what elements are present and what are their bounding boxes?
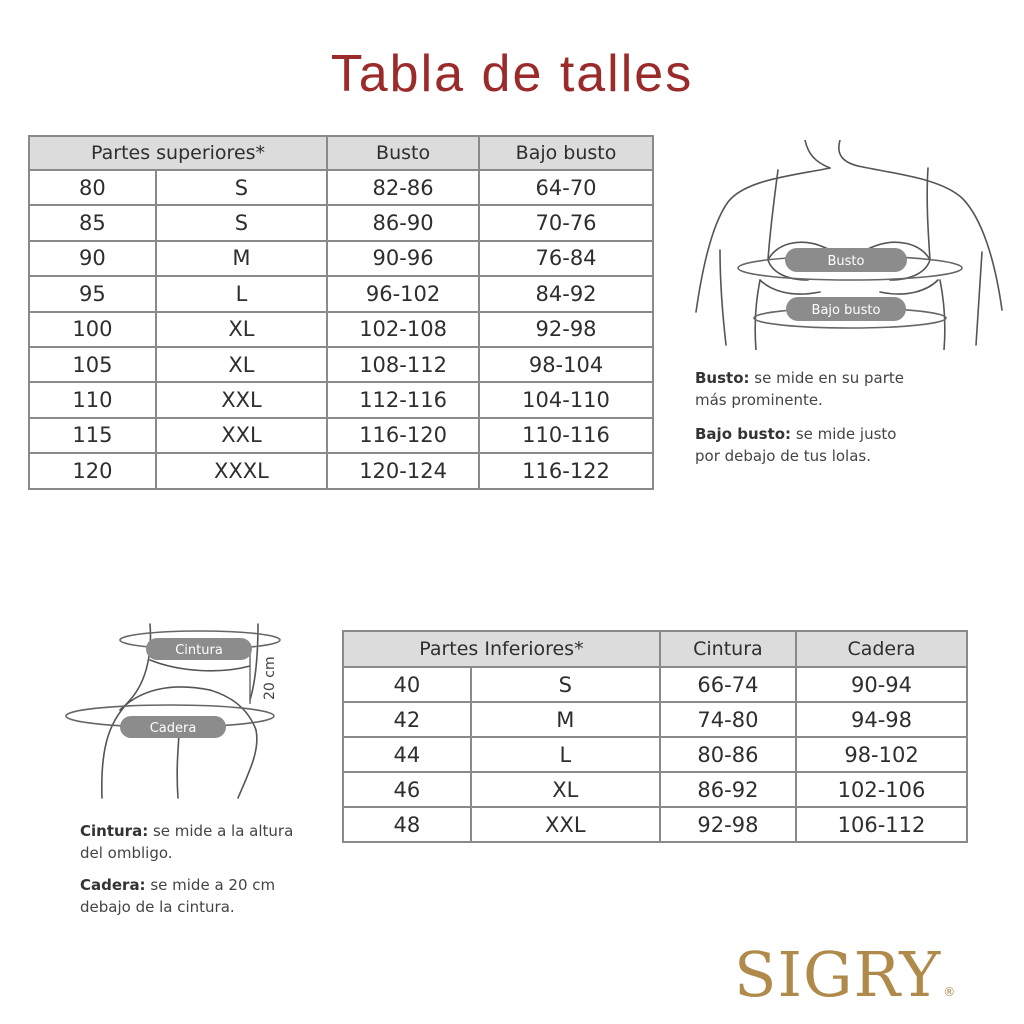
cintura-note-line1	[80, 820, 293, 842]
header-cadera: Cadera	[796, 631, 967, 667]
size-number-cell: 48	[343, 807, 471, 842]
size-number-cell: 115	[29, 418, 156, 453]
header-partes-superiores: Partes superiores*	[29, 136, 327, 170]
measure-a-cell: 96-102	[327, 276, 479, 311]
table-header-row	[29, 136, 653, 170]
bajo-busto-note-text: se mide justo	[791, 425, 897, 443]
measure-a-cell: 102-108	[327, 312, 479, 347]
table-row	[29, 241, 653, 276]
size-number-cell: 80	[29, 170, 156, 205]
upper-size-table	[28, 135, 654, 490]
size-number-cell: 40	[343, 667, 471, 702]
distance-label: 20 cm	[262, 656, 278, 700]
measure-b-cell: 110-116	[479, 418, 653, 453]
hip-measurement-illustration	[60, 620, 290, 800]
bajo-busto-note-line2: por debajo de tus lolas.	[695, 447, 871, 465]
measure-a-cell: 86-92	[660, 772, 796, 807]
table-row	[343, 772, 967, 807]
table-row	[29, 205, 653, 240]
bajo-busto-label: Bajo busto	[811, 303, 881, 318]
measure-b-cell: 76-84	[479, 241, 653, 276]
size-number-cell: 85	[29, 205, 156, 240]
measure-a-cell: 116-120	[327, 418, 479, 453]
measure-a-cell: 74-80	[660, 702, 796, 737]
size-letter-cell: S	[471, 667, 660, 702]
size-letter-cell: XL	[471, 772, 660, 807]
table-row	[29, 312, 653, 347]
table-row	[29, 382, 653, 417]
size-number-cell: 90	[29, 241, 156, 276]
bajo-busto-note-line1	[695, 423, 904, 445]
size-number-cell: 110	[29, 382, 156, 417]
measure-a-cell: 120-124	[327, 453, 479, 488]
measure-b-cell: 84-92	[479, 276, 653, 311]
bust-measurement-illustration	[690, 140, 1020, 350]
size-letter-cell: XL	[156, 347, 327, 382]
table-header-row	[343, 631, 967, 667]
size-letter-cell: XXL	[156, 382, 327, 417]
measure-b-cell: 94-98	[796, 702, 967, 737]
busto-note-line1	[695, 367, 904, 389]
measure-a-cell: 80-86	[660, 737, 796, 772]
measure-a-cell: 82-86	[327, 170, 479, 205]
page-title: Tabla de talles	[330, 45, 694, 103]
table-row	[29, 347, 653, 382]
cintura-note-term: Cintura:	[80, 822, 149, 840]
table-row	[343, 667, 967, 702]
registered-mark: ®	[943, 985, 957, 999]
bust-notes	[695, 367, 904, 467]
size-letter-cell: XXL	[471, 807, 660, 842]
measure-b-cell: 116-122	[479, 453, 653, 488]
busto-note-line2: más prominente.	[695, 391, 823, 409]
size-letter-cell: S	[156, 205, 327, 240]
cintura-note-line2: del ombligo.	[80, 844, 173, 862]
table-row	[343, 737, 967, 772]
cintura-note-text: se mide a la altura	[148, 822, 294, 840]
size-letter-cell: M	[156, 241, 327, 276]
cadera-note-term: Cadera:	[80, 876, 146, 894]
brand-logo	[734, 938, 956, 1011]
size-letter-cell: L	[156, 276, 327, 311]
table-row	[343, 807, 967, 842]
cadera-note-line1	[80, 874, 293, 896]
cintura-label: Cintura	[175, 643, 223, 658]
table-row	[343, 702, 967, 737]
busto-label: Busto	[827, 254, 865, 269]
header-bajo-busto: Bajo busto	[479, 136, 653, 170]
size-letter-cell: L	[471, 737, 660, 772]
measure-a-cell: 86-90	[327, 205, 479, 240]
measure-a-cell: 90-96	[327, 241, 479, 276]
lower-size-table	[342, 630, 968, 843]
size-number-cell: 42	[343, 702, 471, 737]
size-number-cell: 105	[29, 347, 156, 382]
header-cintura: Cintura	[660, 631, 796, 667]
size-letter-cell: M	[471, 702, 660, 737]
measure-b-cell: 92-98	[479, 312, 653, 347]
busto-note-term: Busto:	[695, 369, 750, 387]
cadera-note-text: se mide a 20 cm	[145, 876, 276, 894]
table-row	[29, 170, 653, 205]
size-letter-cell: S	[156, 170, 327, 205]
cadera-label: Cadera	[149, 721, 197, 736]
size-number-cell: 44	[343, 737, 471, 772]
size-number-cell: 100	[29, 312, 156, 347]
cadera-note-line2: debajo de la cintura.	[80, 898, 235, 916]
measure-b-cell: 104-110	[479, 382, 653, 417]
brand-name: SIGRY	[734, 938, 942, 1011]
table-row	[29, 453, 653, 488]
measure-a-cell: 92-98	[660, 807, 796, 842]
size-number-cell: 46	[343, 772, 471, 807]
measure-b-cell: 98-102	[796, 737, 967, 772]
measure-b-cell: 70-76	[479, 205, 653, 240]
size-number-cell: 95	[29, 276, 156, 311]
size-number-cell: 120	[29, 453, 156, 488]
measure-a-cell: 66-74	[660, 667, 796, 702]
measure-b-cell: 106-112	[796, 807, 967, 842]
header-busto: Busto	[327, 136, 479, 170]
measure-a-cell: 108-112	[327, 347, 479, 382]
measure-b-cell: 64-70	[479, 170, 653, 205]
size-letter-cell: XXXL	[156, 453, 327, 488]
bajo-busto-note-term: Bajo busto:	[695, 425, 792, 443]
hip-notes	[80, 820, 293, 918]
table-row	[29, 418, 653, 453]
size-letter-cell: XL	[156, 312, 327, 347]
measure-b-cell: 98-104	[479, 347, 653, 382]
size-letter-cell: XXL	[156, 418, 327, 453]
header-partes-inferiores: Partes Inferiores*	[343, 631, 660, 667]
measure-b-cell: 90-94	[796, 667, 967, 702]
measure-a-cell: 112-116	[327, 382, 479, 417]
table-row	[29, 276, 653, 311]
busto-note-text: se mide en su parte	[749, 369, 904, 387]
measure-b-cell: 102-106	[796, 772, 967, 807]
